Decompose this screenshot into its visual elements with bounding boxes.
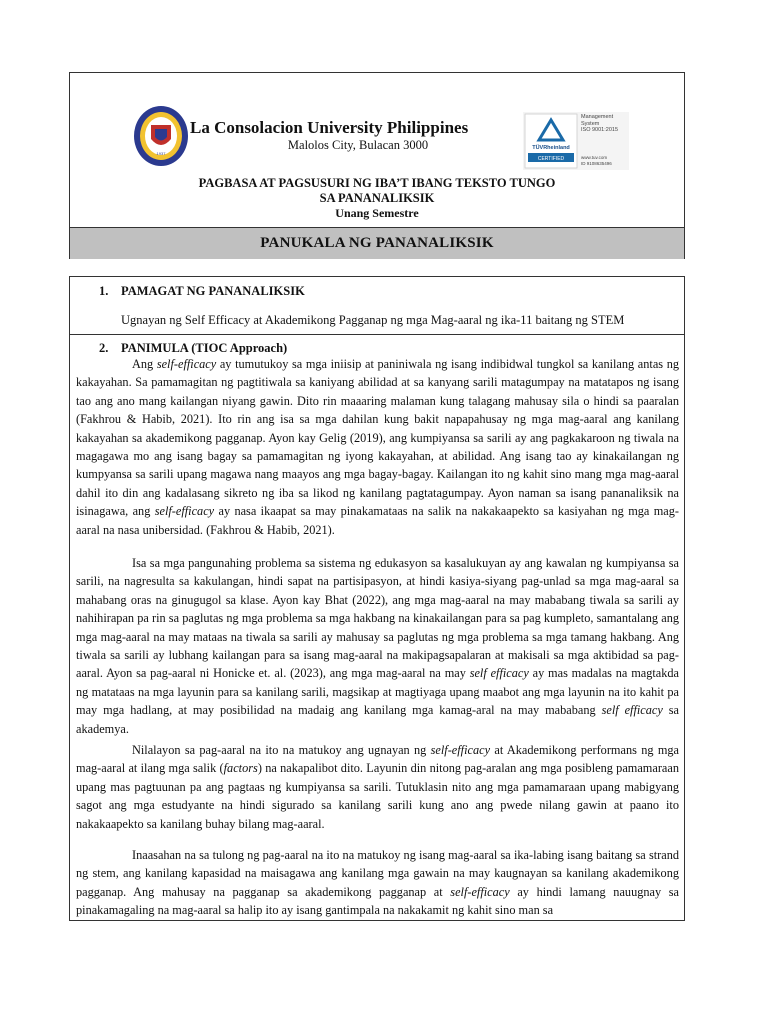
research-title-text: Ugnayan ng Self Efficacy at Akademikong Pagganap ng mga Mag-aaral ng ika-11 baitang ng STEM <box>121 313 625 327</box>
svg-text:1937: 1937 <box>156 151 166 156</box>
proposal-banner: PANUKALA NG PANANALIKSIK <box>70 227 684 259</box>
section2-number: 2. <box>99 341 109 355</box>
svg-text:CERTIFIED: CERTIFIED <box>537 156 565 162</box>
section2-title: PANIMULA (TIOC Approach) <box>121 341 288 355</box>
university-seal-logo <box>133 105 189 167</box>
course-title-line1: PAGBASA AT PAGSUSURI NG IBA’T IBANG TEKSTO TUNGO <box>198 176 556 190</box>
section-divider <box>70 334 684 335</box>
cert-system-text: Management System ISO 9001:2015 <box>581 114 619 133</box>
intro-paragraph-3: Nilalayon sa pag-aaral na ito na matukoy ang ugnayan ng self-efficacy at Akademikong performans ng mga mag-aaral at ilang mga salik (factors) na nakapalibot dito. Layunin din nitong pag-aralan ang mga posibleng pamamaraan upang mas pagtuunan pa ang pagtaas ng kumpiyansa sa sarili. Tutuklasin nito ang mga pamamaraan upang mabigyang sagot ang mga estudyante na hindi sigurado sa kanilang sarili kung ano ang pwede nilang gawin at paano ito nakakaapekto sa kanilang buhay bilang mag-aaral. <box>76 743 679 831</box>
university-location: Malolos City, Bulacan 3000 <box>287 138 429 152</box>
cert-id-text: www.tuv.com ID 9108635496 <box>581 155 612 166</box>
semester-label: Unang Semestre <box>335 206 419 220</box>
section1-number: 1. <box>99 284 109 298</box>
course-title-line2: SA PANANALIKSIK <box>319 191 435 205</box>
intro-paragraph-4: Inaasahan na sa tulong ng pag-aaral na ito na matukoy ng isang mag-aaral sa ika-labing isang baitang sa strand ng stem, ang kanilang kapasidad na maisagawa ang kanilang mga gawain na may kaugnayan sa kanilang akademikong pagganap. Ang mahusay na pagganap sa akademikong pagganap at self-efficacy ay hindi lamang nauugnay sa pinakamagaling na mag-aaral sa halip ito ay isang gantimpala na nakakamit ng kahit sino man sa <box>76 848 679 918</box>
university-name: La Consolacion University Philippines <box>190 118 469 137</box>
intro-paragraph-2: Isa sa mga pangunahing problema sa sistema ng edukasyon sa kasalukuyan ay ang kawalan ng kumpiyansa sa sarili, na nagresulta sa kakulangan, hindi sapat na partisipasyon, at hindi kasiya-siyang pag-unlad sa mga mag-aaral sa mahabang oras na ginugugol sa klase. Ayon kay Bhat (2022), ang mga mag-aaral na may mababang tiwala sa sarili ay nahihirapan pa rin sa paglutas ng mga problema sa mga hakbang na kinakailangan para sa pag kumpleto, samantalang ang mga mag-aaral na may mataas na tiwala sa sarili ay mahusay sa paglutas ng mga problema sa mga tamang hakbang. Ang tiwala sa sarili ay lubhang kailangan para sa isang mag-aaral na makipagsapalaran at makisali sa mga aktibidad sa pag-aaral. Ayon sa pag-aaral ni Honicke et. al. (2023), ang mga mag-aaral na may self efficacy ay mas madalas na magtakda ng matataas na mga layunin para sa kanilang sarili, magsikap at magtiyaga upang maabot ang mga layunin na ito kahit pa may mga hadlang, at may posibilidad na madaig ang kanilang mga kamag-aral na may mababang self efficacy sa akademya. <box>76 556 679 736</box>
svg-text:TÜVRheinland: TÜVRheinland <box>532 145 570 151</box>
intro-paragraph-1: Ang self-efficacy ay tumutukoy sa mga iniisip at paniniwala ng isang indibidwal tungkol sa kanilang antas ng kakayahan. Sa pamamagitan ng pagtitiwala sa kaniyang abilidad at sa kanyang sarili matagumpay na matatapos ng isang tao ang ano mang kailangan niyang gawin. Dito rin maaaring malaman kung talagang mahusay sila o hindi sa paaralan (Fakhrou & Habib, 2021). Ito rin ang isa sa mga dahilan kung bakit napapahusay ng mga mag-aaral ang kanilang kakayahan sa akademikong pagganap. Ayon kay Gelig (2019), ang kumpiyansa sa sarili ay ang pagkakaroon ng tiwala na magagawa mo ang isang bagay sa pamamagitan ng iyong kakayahan, at abilidad. Ang isang tao ay kinakailangan ng kumpyansa sa sarili upang magawa nang maayos ang mga bagay-bagay. Kailangan ito ng kahit sino mang mga mag-aaral dahil ito din ang kadalasang sikreto ng iba sa likod ng kanilang pagtatagumpay. Ayon naman sa isang pananaliksik na isinagawa, ang self-efficacy ay nasa ikaapat sa may pinakamataas na salik na nakakaapekto sa kasiyahan ng mga mag-aaral na nasa unibersidad. (Fakhrou & Habib, 2021). <box>76 357 679 537</box>
section1-title: PAMAGAT NG PANANALIKSIK <box>121 284 305 298</box>
